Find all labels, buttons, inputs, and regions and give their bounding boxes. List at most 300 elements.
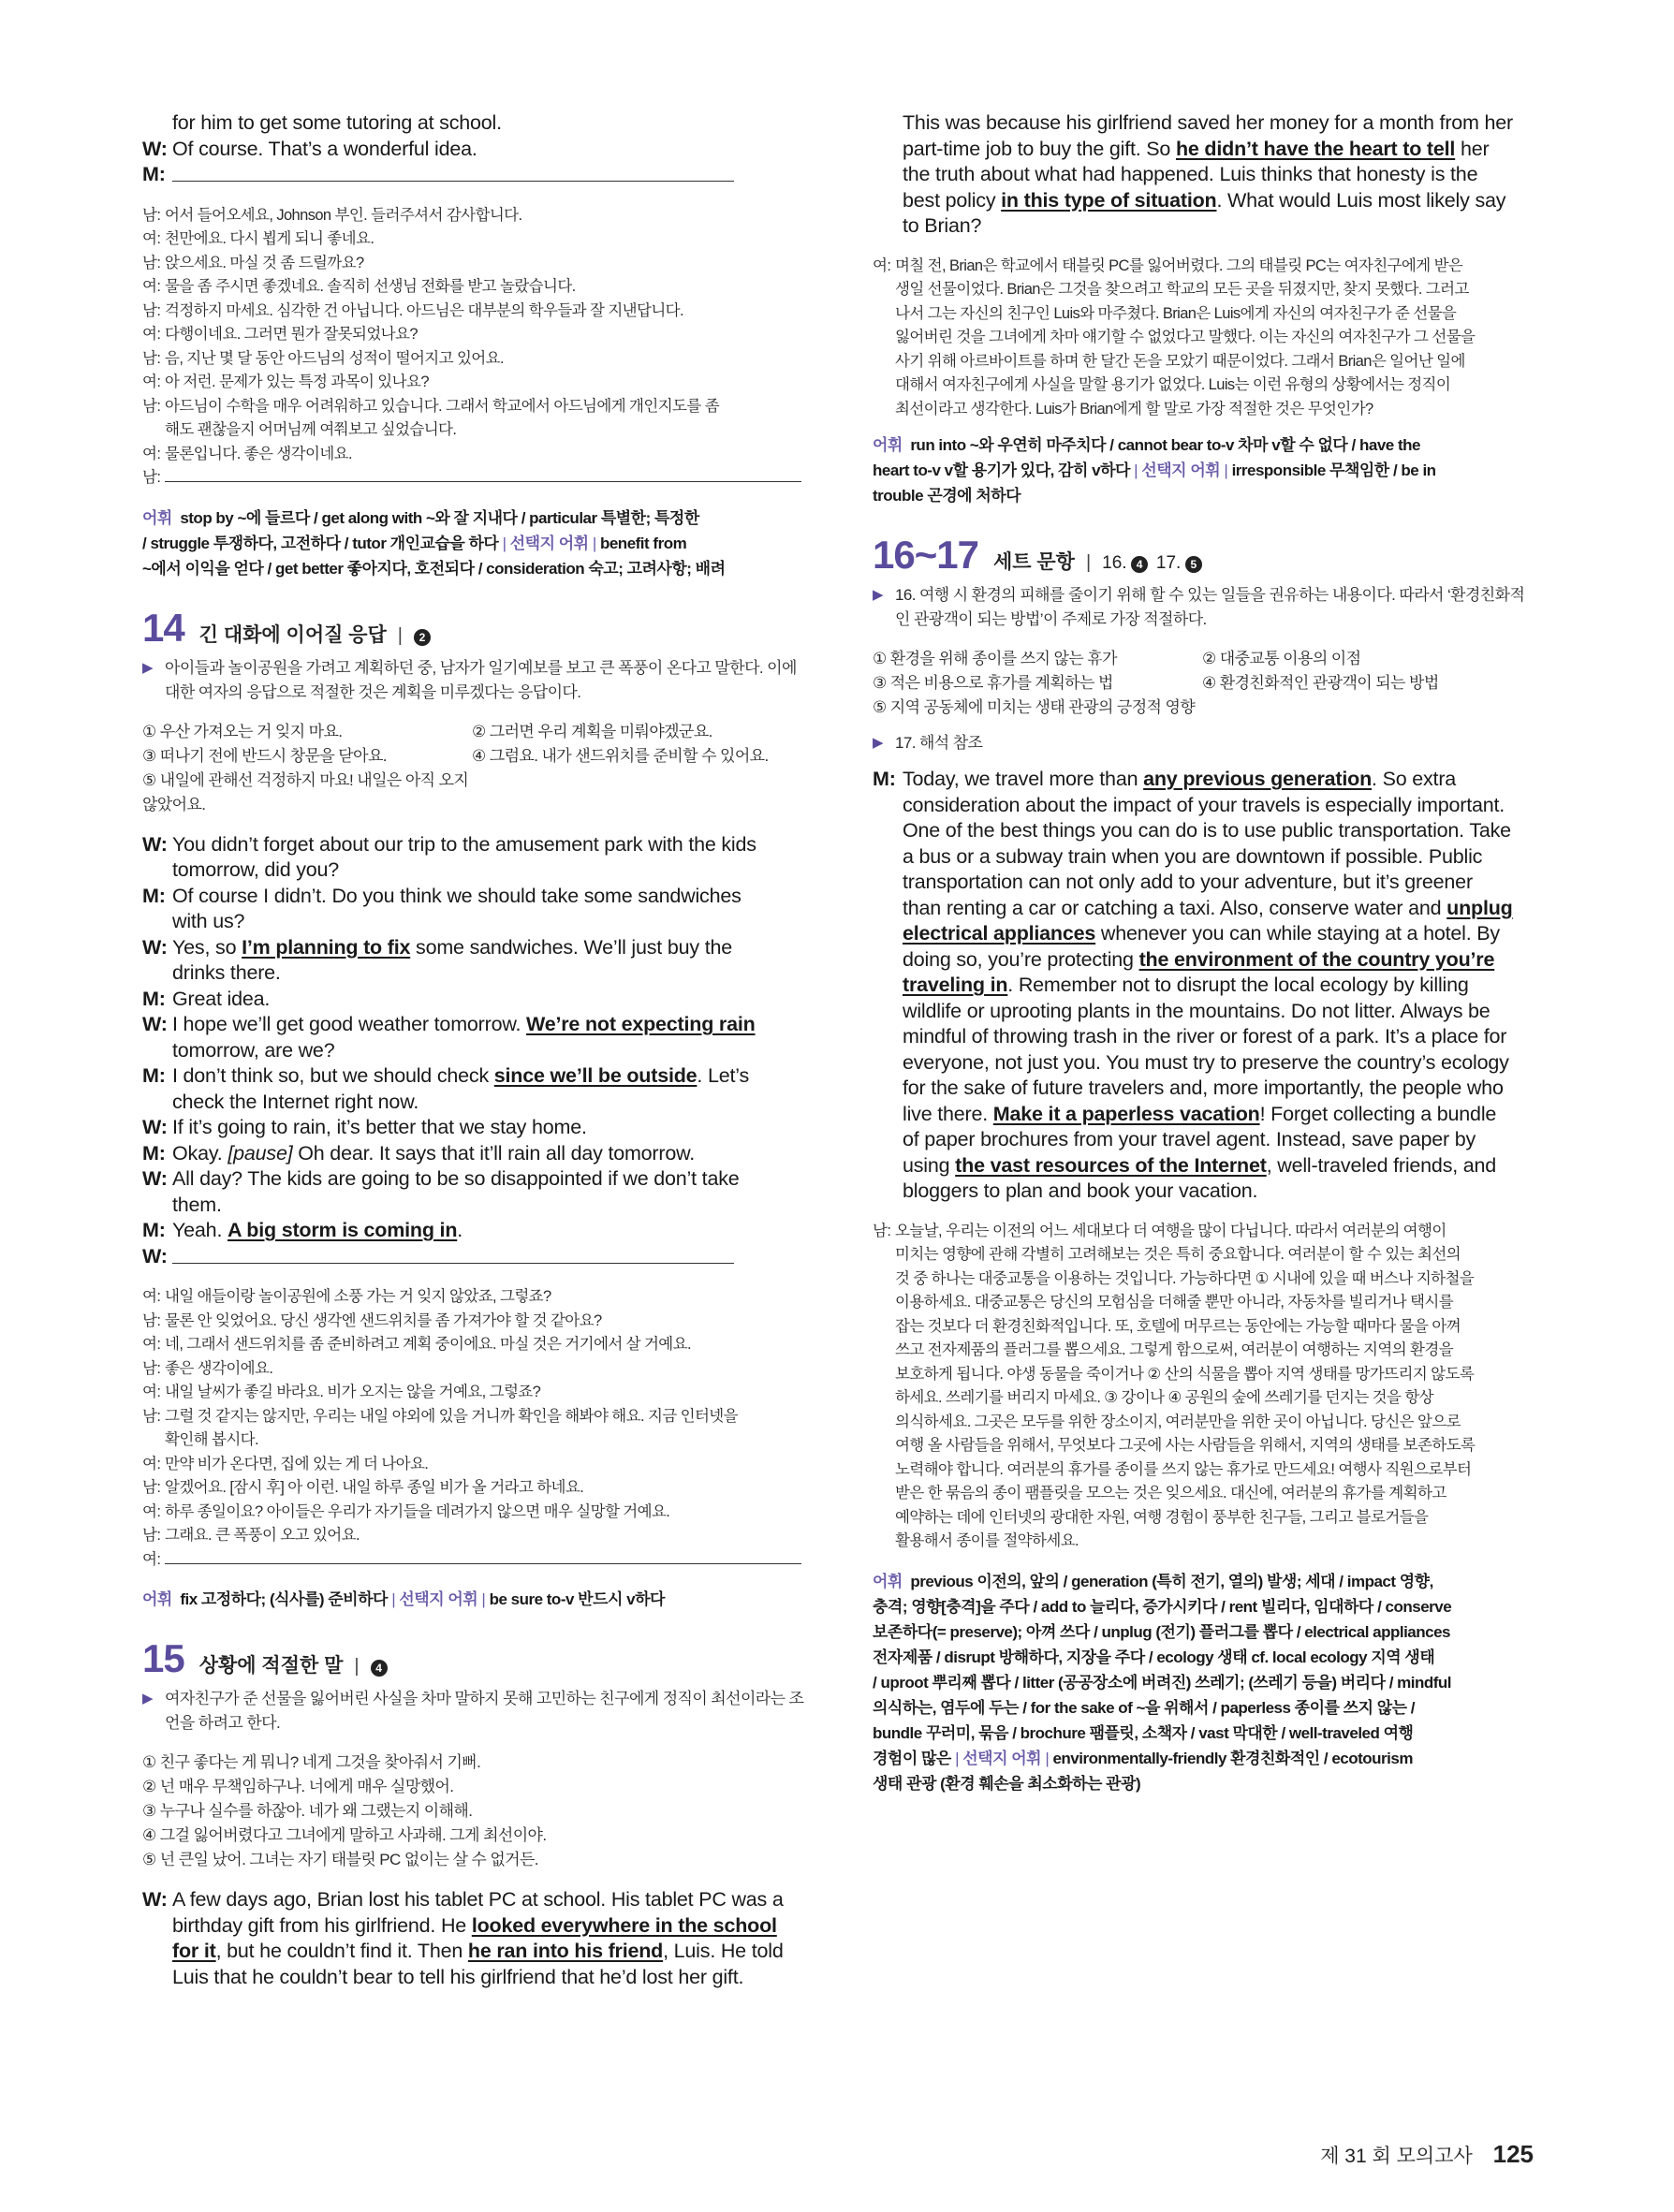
dialog-text: drinks there. <box>172 961 281 984</box>
translation-line <box>873 1243 1534 1267</box>
speaker-label: W: <box>142 1013 168 1035</box>
translation-text: 최선이라고 생각한다. Luis가 Brian에게 할 말로 가장 적절한 것은 무엇인가? <box>895 400 1373 417</box>
translation-line <box>873 1506 1534 1531</box>
dialog-text: Okay. <box>172 1141 228 1165</box>
key-phrase: for it <box>172 1940 216 1962</box>
translation-text: 만약 비가 온다면, 집에 있는 게 더 나아요. <box>165 1455 429 1472</box>
key-phrase: electrical appliances <box>903 922 1096 945</box>
translation-text: 여행 올 사람들을 위해서, 무엇보다 그곳에 사는 사람들을 위해서, 지역의 생태를 보존하도록 <box>895 1437 1476 1454</box>
dialog-line <box>142 1887 807 1913</box>
translation-text: 의식하세요. 그곳은 모두를 위한 장소이지, 여러분만을 위한 곳이 아닙니다. 당신은 앞으로 <box>895 1413 1461 1430</box>
translation-text: 좋은 생각이에요. <box>165 1359 273 1377</box>
key-phrase: unplug <box>1446 896 1513 919</box>
dialog-text: . Remember not to disrupt the local ecology by killing <box>1007 974 1469 996</box>
dialog-line <box>142 935 807 961</box>
translation-text: 오늘날, 우리는 이전의 어느 세대보다 더 여행을 많이 다닙니다. 따라서 여러분의 여행이 <box>895 1222 1446 1239</box>
vocab-text: 전자제품 / disrupt 방해하다, 지장을 주다 / ecology 생태 cf. local ecology 지역 생태 <box>873 1648 1435 1666</box>
choice-item: ④ 그걸 잃어버렸다고 그녀에게 말하고 사과해. 그게 최선이야. <box>142 1826 547 1844</box>
translation-line <box>873 1434 1534 1458</box>
dialog-text: live there. <box>903 1102 993 1125</box>
dialog-line <box>142 1965 807 1991</box>
translation-line <box>873 1482 1534 1506</box>
vocab-line: benefit from <box>599 534 687 552</box>
speaker-label: 남: <box>142 206 161 224</box>
translation-line <box>873 255 1534 279</box>
section-header-14: 14 긴 대화에 이어질 응답 | 2 <box>142 606 807 651</box>
dialog-text: Yes, so <box>172 935 242 959</box>
answer-badge: 2 <box>414 629 431 646</box>
key-phrase: I’m planning to fix <box>242 935 411 959</box>
triangle-icon: ▶ <box>142 659 153 676</box>
dialog-line <box>142 110 807 137</box>
speaker-label: M: <box>142 1064 166 1087</box>
translation-line <box>873 350 1534 374</box>
dialog-line <box>903 110 1534 137</box>
key-phrase: since we’ll be outside <box>493 1064 698 1087</box>
dialog-text: . So extra <box>1372 768 1457 790</box>
dialog-text: everyone, not just you. You must try to preserve the country’s ecology <box>903 1050 1509 1074</box>
choice-item: ① 우산 가져오는 거 잊지 마요. <box>142 722 343 740</box>
dialog-text: Great idea. <box>172 987 271 1010</box>
dialog-text: doing so, you’re protecting <box>903 947 1139 971</box>
translation-text: 이용하세요. 대중교통은 당신의 모험심을 더해줄 뿐만 아니라, 자동차를 빌리거나 택시를 <box>895 1294 1454 1311</box>
translation-line <box>142 1524 807 1548</box>
speaker-label: 남: <box>142 301 161 319</box>
dialog-line <box>903 213 1534 240</box>
answer-badge: 5 <box>1185 556 1202 573</box>
translation-line <box>873 1315 1534 1340</box>
translation-text: 다행이네요. 그러면 뭔가 잘못되었나요? <box>165 326 418 343</box>
vocab-line <box>873 1695 1534 1721</box>
dialog-text: . <box>457 1219 463 1241</box>
korean-translation-14 <box>142 1285 807 1572</box>
section-description-16: ▶ 16. 여행 시 환경의 피해를 줄이기 위해 할 수 있는 일들을 권유하는 내용이다. 따라서 ‘환경친화적인 관광객이 되는 방법’이 주제로 가장 적절하다. <box>873 583 1534 632</box>
dialog-line <box>142 1012 807 1038</box>
choice-vocab-label: 선택지 어휘 <box>962 1749 1042 1767</box>
speaker-label: 여: <box>873 256 891 274</box>
dialog-text: Of course. That’s a wonderful idea. <box>172 137 477 160</box>
speaker-label: 여: <box>142 1502 161 1520</box>
dialog-line <box>903 188 1534 214</box>
answer-badge: 4 <box>371 1660 388 1677</box>
translation-text: 어서 들어오세요, Johnson 부인. 들러주셔서 감사합니다. <box>165 206 522 224</box>
translation-text: 생일 선물이었다. Brian은 그것을 찾으려고 학교의 모든 곳을 뒤졌지만, 찾지 못했다. 그러고 <box>895 281 1469 298</box>
dialog-line <box>142 987 807 1013</box>
translation-line <box>873 398 1534 422</box>
choice-item: ④ 그럼요. 내가 샌드위치를 준비할 수 있어요. <box>472 746 769 765</box>
answer-blank <box>172 162 734 182</box>
vocab-line: ~에서 이익을 얻다 / get better 좋아지다, 호전되다 / consideration 숙고; 고려사항; 배려 <box>142 559 726 578</box>
dialog-text: for him to get some tutoring at school. <box>172 111 502 134</box>
speaker-label: 여: <box>142 326 161 343</box>
vocab-16-17 <box>873 1569 1534 1796</box>
page-footer <box>1320 2140 1534 2169</box>
dialog-text: This was because his girlfriend saved her money for a month from her <box>903 111 1514 134</box>
speaker-label: W: <box>142 137 168 160</box>
translation-line <box>873 1386 1534 1411</box>
dialog-text: Yeah. <box>172 1219 228 1241</box>
dialog-text: best policy <box>903 188 1002 212</box>
speaker-label: 여: <box>142 1384 161 1400</box>
speaker-label: 남: <box>142 1407 161 1425</box>
dialog-text: a bus or a subway train when you are downtown if possible. Public <box>903 844 1483 868</box>
dialog-line <box>873 973 1534 999</box>
section-title: 세트 문항 <box>992 551 1075 573</box>
translation-line <box>873 278 1534 302</box>
dialog-text: than renting a car or catching a taxi. Also, conserve water and <box>903 896 1447 919</box>
section-title: 상황에 적절한 말 <box>198 1655 344 1677</box>
dialog-text: , but he couldn’t find it. Then <box>215 1940 468 1962</box>
dialog-line <box>142 1193 807 1219</box>
translation-line <box>142 227 807 252</box>
translation-line <box>873 1339 1534 1363</box>
section-number: 15 <box>142 1636 184 1680</box>
dialog-text: You didn’t forget about our trip to the amusement park with the kids <box>172 832 756 856</box>
translation-line <box>142 1381 807 1405</box>
translation-text: 미치는 영향에 관해 각별히 고려해보는 것은 특히 중요합니다. 여러분이 할 수 있는 최선의 <box>895 1246 1461 1263</box>
translation-text: 받은 한 묶음의 종이 팸플릿을 모으는 것은 잊으세요. 대신에, 여러분의 휴가를 계획하고 <box>895 1485 1446 1502</box>
translation-text: 잡는 것보다 더 환경친화적입니다. 또, 호텔에 머무르는 동안에는 가능할 때마다 물을 아껴 <box>895 1317 1461 1335</box>
choice-item: ③ 누구나 실수를 하잖아. 네가 왜 그랬는지 이해해. <box>142 1802 473 1820</box>
vocab-text: / uproot 뿌리째 뽑다 / litter (공공장소에 버려진) 쓰레기; (쓰레기 등을) 버리다 / mindful <box>873 1673 1452 1692</box>
translation-text: 그럴 것 같지는 않지만, 우리는 내일 야외에 있을 거니까 확인을 해봐야 해요. 지금 인터넷을 <box>165 1407 738 1425</box>
dialog-line <box>873 793 1534 819</box>
choices-16 <box>873 647 1534 720</box>
right-column <box>873 110 1534 1796</box>
dialog-text: whenever you can while staying at a hotel. By <box>1095 922 1500 945</box>
dialog-text: bloggers to plan and book your vacation. <box>903 1179 1258 1202</box>
speaker-label: 여: <box>142 1336 161 1353</box>
dialog-text: birthday gift from his girlfriend. He <box>172 1913 472 1937</box>
translation-text: 천만에요. 다시 뵙게 되니 좋네요. <box>165 230 374 247</box>
vocab-14: 어휘 fix 고정하다; (식사를) 준비하다 | 선택지 어휘 | be sure to-v 반드시 v하다 <box>142 1590 665 1608</box>
translation-line <box>142 418 807 443</box>
dialog-text: consideration about the impact of your travels is especially important. <box>903 793 1505 816</box>
dialog-line <box>873 921 1534 947</box>
dialog-line <box>142 960 807 987</box>
dialog-line <box>142 137 807 163</box>
dialog-line <box>142 1090 807 1116</box>
dialog-line <box>142 1115 807 1141</box>
dialog-text: of paper brochures from your travel agent. Instead, save paper by <box>903 1128 1476 1150</box>
translation-text: 대해서 여자친구에게 사실을 말할 용기가 없었다. Luis는 이런 유형의 상황에서는 정직이 <box>895 376 1451 393</box>
dialog-line <box>873 1179 1534 1205</box>
speaker-label: W: <box>142 1888 168 1911</box>
dialog-text: some sandwiches. We’ll just buy the <box>410 935 732 959</box>
key-phrase: A big storm is coming in <box>228 1219 458 1241</box>
dialog-line <box>142 909 807 935</box>
translation-text: 음, 지난 몇 달 동안 아드님의 성적이 떨어지고 있어요. <box>165 349 504 367</box>
dialog-13 <box>142 110 807 189</box>
section-header-16-17: 16~17 세트 문항 | 16. 4 17. 5 <box>873 533 1534 578</box>
choice-item: ④ 환경친화적인 관광객이 되는 방법 <box>1202 674 1439 692</box>
translation-line <box>142 1476 807 1501</box>
translation-line <box>142 347 807 372</box>
translation-text: 물을 좀 주시면 좋겠네요. 솔직히 선생님 전화를 받고 놀랐습니다. <box>165 278 576 295</box>
triangle-icon: ▶ <box>873 587 883 603</box>
translation-line <box>142 1285 807 1310</box>
dialog-text: mindful of throwing trash in the river or forest of a park. It’s a place for <box>903 1025 1507 1047</box>
translation-line <box>873 1220 1534 1244</box>
translation-text: 사기 위해 아르바이트를 하며 한 달간 돈을 모았기 때문이었다. 그래서 Brian은 일어난 일에 <box>895 352 1465 370</box>
speaker-label: 남: <box>142 1527 161 1544</box>
answer-blank <box>165 468 801 482</box>
dialog-text: using <box>903 1153 956 1177</box>
translation-text: 물론 안 잊었어요. 당신 생각엔 샌드위치를 좀 가져가야 할 것 같아요? <box>165 1311 602 1329</box>
translation-text: 잃어버린 것을 그녀에게 차마 얘기할 수 없었다고 말했다. 이는 자신의 여자친구가 그 선물을 <box>895 329 1476 345</box>
translation-text: 하세요. 쓰레기를 버리지 마세요. ③ 강이나 ④ 공원의 숲에 쓰레기를 던지는 것을 항상 <box>895 1389 1434 1406</box>
dialog-line <box>142 1913 807 1940</box>
speaker-label: 남: <box>142 397 161 415</box>
dialog-line <box>142 1939 807 1965</box>
dialog-text: wildlife or uprooting plants in the mountains. Do not litter. Always be <box>903 999 1490 1022</box>
dialog-text: [pause] <box>228 1141 293 1165</box>
dialog-15-continued <box>873 110 1534 240</box>
dialog-text: the truth about what had happened. Luis thinks that honesty is the <box>903 163 1478 185</box>
translation-text: 내일 애들이랑 놀이공원에 소풍 가는 거 잊지 않았죠, 그렇죠? <box>165 1288 551 1305</box>
dialog-line <box>142 1038 807 1064</box>
translation-text: 나서 그는 자신의 친구인 Luis와 마주쳤다. Brian은 Luis에게 자신의 여자친구가 준 선물을 <box>895 304 1457 322</box>
dialog-line <box>873 767 1534 793</box>
vocab-line <box>873 1645 1534 1670</box>
dialog-line <box>873 1076 1534 1102</box>
vocab-line: 경험이 많은 | 선택지 어휘 | environmentally-friendly 환경친화적인 / ecotourism <box>873 1749 1413 1767</box>
vocab-line: stop by ~에 들르다 / get along with ~와 잘 지내다 / particular 특별한; 특정한 <box>180 508 699 527</box>
speaker-label: M: <box>142 884 166 907</box>
dialog-text: part-time job to buy the gift. So <box>903 137 1176 160</box>
dialog-text: them. <box>172 1193 222 1216</box>
translation-text: 노력해야 합니다. 여러분의 휴가를 종이를 쓰지 않는 휴가로 만드세요! 여행사 직원으로부터 <box>895 1460 1472 1478</box>
choices-15 <box>142 1751 807 1872</box>
dialog-text: . Let’s <box>697 1064 749 1087</box>
dialog-line <box>873 896 1534 922</box>
speaker-label: 남: <box>142 1359 161 1377</box>
reference-17: ▶ 17. 해석 참조 <box>873 731 1534 755</box>
dialog-line <box>873 844 1534 871</box>
translation-line <box>142 466 807 491</box>
dialog-line <box>903 137 1534 163</box>
vocab-line <box>873 1619 1534 1645</box>
left-column <box>142 110 807 1990</box>
translation-text: 쓰고 전자제품의 플러그를 뽑으세요. 그렇게 함으로써, 여러분이 여행하는 지역의 환경을 <box>895 1341 1454 1358</box>
speaker-label: 여: <box>142 230 161 247</box>
speaker-label: 여: <box>142 1550 161 1568</box>
dialog-line <box>873 1127 1534 1153</box>
choice-item: ② 넌 매우 무책임하구나. 너에게 매우 실망했어. <box>142 1778 454 1795</box>
speaker-label: M: <box>142 1219 166 1241</box>
section-description-15: ▶ 여자친구가 준 선물을 잃어버린 사실을 차마 말하지 못해 고민하는 친구에게 정직이 최선이라는 조언을 하려고 한다. <box>142 1687 807 1736</box>
translation-line <box>873 1530 1534 1554</box>
translation-line <box>873 302 1534 327</box>
translation-line <box>873 374 1534 398</box>
dialog-line <box>142 1244 807 1271</box>
korean-translation-13 <box>142 204 807 491</box>
key-phrase: We’re not expecting rain <box>526 1013 756 1035</box>
triangle-icon: ▶ <box>142 1691 153 1707</box>
translation-line <box>142 1310 807 1334</box>
speaker-label: 남: <box>142 349 161 367</box>
section-number: 16~17 <box>873 533 978 577</box>
dialog-line <box>903 162 1534 188</box>
dialog-text: . What would Luis most likely say <box>1216 188 1506 212</box>
choice-item: ③ 적은 비용으로 휴가를 계획하는 법 <box>873 674 1113 692</box>
translation-text: 활용해서 종이를 절약하세요. <box>895 1532 1079 1549</box>
speaker-label: M: <box>142 1141 166 1165</box>
speaker-label: 남: <box>142 254 161 271</box>
translation-line <box>142 395 807 419</box>
dialog-line <box>142 1063 807 1090</box>
speaker-label: 남: <box>142 1311 161 1329</box>
speaker-label: 여: <box>142 278 161 295</box>
translation-line <box>142 443 807 467</box>
speaker-label: M: <box>873 768 896 790</box>
vocab-text: 의식하는, 염두에 두는 / for the sake of ~을 위해서 / paperless 종이를 쓰지 않는 / <box>873 1698 1416 1717</box>
dialog-line <box>873 818 1534 844</box>
key-phrase: Make it a paperless vacation <box>992 1102 1260 1125</box>
dialog-text: to Brian? <box>903 214 982 237</box>
translation-line <box>142 1453 807 1477</box>
dialog-line <box>873 1102 1534 1128</box>
korean-translation-16-17 <box>873 1220 1534 1554</box>
dialog-text: tomorrow, did you? <box>172 858 340 881</box>
choice-item: ① 친구 좋다는 게 뭐니? 네게 그것을 찾아줘서 기뻐. <box>142 1753 481 1771</box>
speaker-label: W: <box>142 935 168 959</box>
dialog-line <box>873 1153 1534 1179</box>
key-phrase: in this type of situation <box>1001 188 1217 212</box>
dialog-text: One of the best things you can do is to use public transportation. Take <box>903 819 1511 842</box>
translation-line <box>873 1458 1534 1483</box>
vocab-text: 보존하다(= preserve); 아껴 쓰다 / unplug (전기) 플러그를 뽑다 / electrical appliances <box>873 1622 1451 1641</box>
dialog-line <box>142 1166 807 1193</box>
dialog-14 <box>142 832 807 1271</box>
speaker-label: W: <box>142 1167 168 1190</box>
translation-line <box>142 1428 807 1453</box>
dialog-text: , well-traveled friends, and <box>1266 1153 1497 1177</box>
choice-item: ③ 떠나기 전에 반드시 창문을 닫아요. <box>142 746 387 765</box>
section-description-14: ▶ 아이들과 놀이공원을 가려고 계획하던 중, 남자가 일기예보를 보고 큰 폭풍이 온다고 말한다. 이에 대한 여자의 응답으로 적절한 것은 계획을 미루겠다는 응답이다. <box>142 656 807 705</box>
speaker-label: W: <box>142 832 168 856</box>
dialog-text: If it’s going to rain, it’s better that we stay home. <box>172 1116 587 1138</box>
dialog-text: tomorrow, are we? <box>172 1038 335 1062</box>
translation-text: 며칠 전, Brian은 학교에서 태블릿 PC를 잃어버렸다. 그의 태블릿 PC는 여자친구에게 받은 <box>895 256 1463 274</box>
translation-text: 예약하는 데에 인터넷의 광대한 자원, 여행 경험이 풍부한 친구들, 그리고 블로거들을 <box>895 1508 1429 1526</box>
choice-item: ② 그러면 우리 계획을 미뤄야겠군요. <box>472 722 712 740</box>
vocab-text: environmentally-friendly 환경친화적인 / ecotourism <box>1052 1749 1413 1767</box>
dialog-line <box>873 947 1534 974</box>
answer-blank <box>165 1550 801 1564</box>
translation-text: 걱정하지 마세요. 심각한 건 아닙니다. 아드님은 대부분의 학우들과 잘 지낸답니다. <box>165 301 683 319</box>
translation-text: 하루 종일이요? 아이들은 우리가 자기들을 데려가지 않으면 매우 실망할 거예요. <box>165 1502 670 1520</box>
speaker-label: W: <box>142 1244 168 1267</box>
dialog-text: with us? <box>172 910 245 932</box>
speaker-label: W: <box>142 1116 168 1138</box>
translation-line <box>142 1501 807 1525</box>
speaker-label: M: <box>142 987 166 1010</box>
speaker-label: 남: <box>142 1479 161 1496</box>
exam-label: 제 31 회 모의고사 <box>1320 2146 1473 2167</box>
translation-line <box>142 300 807 324</box>
triangle-icon: ▶ <box>873 735 883 751</box>
dialog-16-17 <box>873 767 1534 1205</box>
vocab-text: bundle 꾸러미, 묶음 / brochure 팸플릿, 소책자 / vast 막대한 / well-traveled 여행 <box>873 1723 1414 1742</box>
dialog-text: I don’t think so, but we should check <box>172 1064 494 1087</box>
choice-vocab-label: 선택지 어휘 <box>509 534 589 552</box>
key-phrase: the vast resources of the Internet <box>955 1153 1267 1177</box>
translation-line <box>142 1405 807 1429</box>
translation-line <box>873 1267 1534 1292</box>
translation-text: 그래요. 큰 폭풍이 오고 있어요. <box>165 1527 360 1544</box>
translation-text: 것 중 하나는 대중교통을 이용하는 것입니다. 가능하다면 ① 시내에 있을 때 버스나 지하철을 <box>895 1269 1475 1287</box>
dialog-text: Of course I didn’t. Do you think we should take some sandwiches <box>172 884 742 907</box>
vocab-13: 어휘 stop by ~에 들르다 / get along with ~와 잘 지내다 / particular 특별한; 특정한 / struggle 투쟁하다, 고전하다 / tutor 개인교습을 하다 | 선택지 어휘 | benefit from ~에서 이익을 얻다 / get better 좋아지다, 호전되다 / consideration 숙고; 고려사항; 배려 <box>142 508 726 578</box>
key-phrase: looked everywhere in the school <box>471 1913 777 1937</box>
dialog-line <box>142 857 807 884</box>
dialog-line <box>142 1218 807 1244</box>
dialog-text: her <box>1455 137 1490 160</box>
translation-line <box>873 1411 1534 1435</box>
speaker-label: 여: <box>142 1455 161 1472</box>
translation-text: 알겠어요. [잠시 후] 아 이런. 내일 하루 종일 비가 올 거라고 하네요. <box>165 1479 584 1496</box>
vocab-head: 어휘 <box>142 508 172 527</box>
dialog-text: Oh dear. It says that it’ll rain all day tomorrow. <box>292 1141 696 1165</box>
dialog-line <box>873 870 1534 896</box>
translation-line <box>142 371 807 395</box>
key-phrase: traveling in <box>903 974 1008 996</box>
dialog-line <box>873 1024 1534 1050</box>
translation-text: 보호하게 됩니다. 야생 동물을 죽이거나 ② 산의 식물을 뽑아 지역 생태를 망가뜨리지 않도록 <box>895 1365 1475 1383</box>
vocab-line: / struggle 투쟁하다, 고전하다 / tutor 개인교습을 하다 <box>142 534 499 552</box>
dialog-line <box>142 162 807 189</box>
translation-line <box>142 204 807 228</box>
dialog-text: ! Forget collecting a bundle <box>1259 1102 1497 1125</box>
translation-text: 아 저런. 문제가 있는 특정 과목이 있나요? <box>165 374 429 390</box>
dialog-text: Today, we travel more than <box>903 768 1144 790</box>
speaker-label: 여: <box>142 1288 161 1305</box>
dialog-text: for the sake of future travelers and, more importantly, the people who <box>903 1077 1504 1099</box>
translation-text: 확인해 봅시다. <box>165 1431 259 1448</box>
speaker-label: 남: <box>873 1222 891 1239</box>
dialog-text: , Luis. He told <box>663 1940 784 1962</box>
vocab-line <box>873 1771 1534 1796</box>
dialog-text: A few days ago, Brian lost his tablet PC at school. His tablet PC was a <box>172 1888 784 1911</box>
vocab-head: 어휘 <box>873 1572 903 1590</box>
translation-line <box>142 323 807 347</box>
translation-text: 해도 괜찮을지 어머님께 여쭤보고 싶었습니다. <box>165 421 457 438</box>
speaker-label: 여: <box>142 374 161 390</box>
dialog-line <box>873 1050 1534 1077</box>
key-phrase: he ran into his friend <box>467 1940 664 1962</box>
translation-text: 내일 날씨가 좋길 바라요. 비가 오지는 않을 거예요, 그렇죠? <box>165 1384 541 1400</box>
dialog-text: I hope we’ll get good weather tomorrow. <box>172 1013 527 1035</box>
key-phrase: the environment of the country you’re <box>1138 947 1495 971</box>
choice-item: ⑤ 넌 큰일 났어. 그녀는 자기 태블릿 PC 없이는 살 수 없거든. <box>142 1851 538 1868</box>
translation-text: 물론입니다. 좋은 생각이네요. <box>165 445 353 462</box>
dialog-line <box>873 999 1534 1025</box>
translation-text: 네, 그래서 샌드위치를 좀 준비하려고 계획 중이에요. 마실 것은 거기에서 살 거예요. <box>165 1336 691 1353</box>
dialog-text: transportation can not only add to your adventure, but it’s greener <box>903 871 1473 893</box>
vocab-text: 충격; 영향[충격]을 주다 / add to 늘리다, 증가시키다 / rent 빌리다, 임대하다 / conserve <box>873 1597 1452 1616</box>
dialog-15 <box>142 1887 807 1990</box>
answer-badge: 4 <box>1131 556 1148 573</box>
korean-translation-15 <box>873 255 1534 422</box>
translation-line <box>142 252 807 276</box>
translation-line <box>142 1333 807 1357</box>
translation-line <box>873 326 1534 350</box>
translation-line <box>142 1548 807 1573</box>
speaker-label: 여: <box>142 445 161 462</box>
translation-line <box>873 1291 1534 1315</box>
dialog-line <box>142 884 807 910</box>
